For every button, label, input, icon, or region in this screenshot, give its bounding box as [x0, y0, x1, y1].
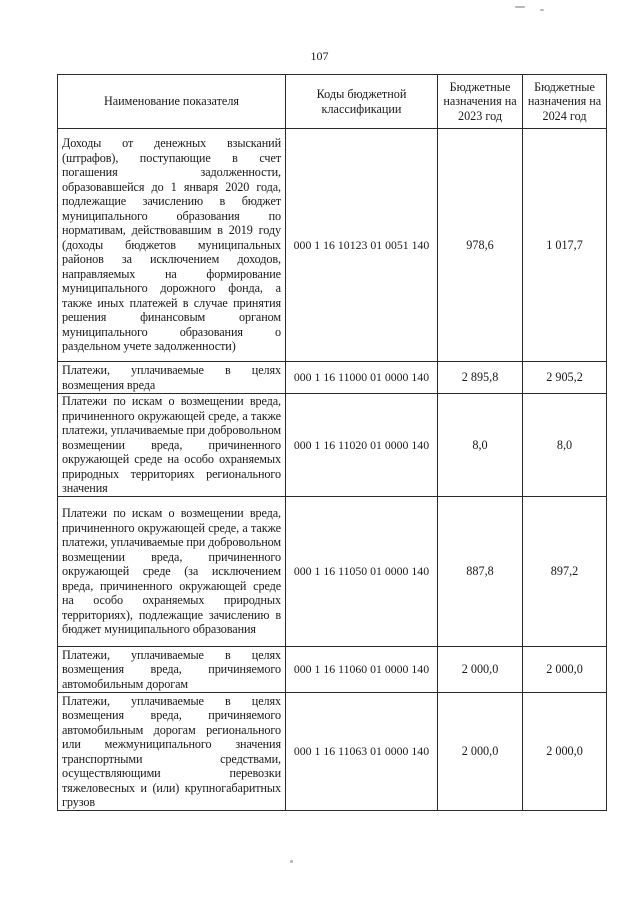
indicator-name: Платежи, уплачиваемые в целях возмещения вреда: [58, 362, 286, 394]
page-number: 107: [310, 49, 329, 63]
amount-2024: 2 000,0: [523, 647, 607, 693]
amount-2023: 887,8: [438, 497, 523, 647]
table-row: [58, 693, 607, 811]
scan-speck: [515, 6, 525, 8]
budget-code: 000 1 16 11050 01 0000 140: [286, 497, 438, 647]
indicator-name: Платежи по искам о возмещении вреда, причиненного окружающей среде, а также платежи, уплачиваемые при добровольном возмещении вреда, причиненного окружающей среде на особо охраняемых природных территориях регионального значения: [58, 394, 286, 497]
budget-code: 000 1 16 11020 01 0000 140: [286, 394, 438, 497]
amount-2024: 2 000,0: [523, 693, 607, 811]
amount-2023: 8,0: [438, 394, 523, 497]
indicator-name: Платежи, уплачиваемые в целях возмещения вреда, причиняемого автомобильным дорогам: [58, 647, 286, 693]
amount-2024: 897,2: [523, 497, 607, 647]
budget-table: [57, 74, 607, 811]
header-budget-2023: Бюджетные назначения на 2023 год: [438, 75, 523, 129]
indicator-name: Доходы от денежных взысканий (штрафов), поступающие в счет погашения задолженности, образовавшейся до 1 января 2020 года, подлежащие зачислению в бюджет муниципального образования по нормативам, действовавшим в 2019 году (доходы бюджетов муниципальных районов за исключением доходов, направляемых на формирование муниципального дорожного фонда, а также иных платежей в случае принятия решения финансовым органом муниципального образования о раздельном учете задолженности): [58, 129, 286, 362]
amount-2024: 1 017,7: [523, 129, 607, 362]
header-budget-2024: Бюджетные назначения на 2024 год: [523, 75, 607, 129]
header-budget-code: Коды бюджетной классификации: [286, 75, 438, 129]
scan-speck: [540, 9, 544, 11]
table-row: [58, 394, 607, 497]
header-indicator-name: Наименование показателя: [58, 75, 286, 129]
amount-2023: 2 895,8: [438, 362, 523, 394]
budget-code: 000 1 16 11063 01 0000 140: [286, 693, 438, 811]
amount-2023: 2 000,0: [438, 647, 523, 693]
amount-2024: 8,0: [523, 394, 607, 497]
amount-2024: 2 905,2: [523, 362, 607, 394]
table-row: [58, 129, 607, 362]
table-row: [58, 647, 607, 693]
table-row: [58, 362, 607, 394]
indicator-name: Платежи, уплачиваемые в целях возмещения вреда, причиняемого автомобильным дорогам регионального или межмуниципального значения транспортными средствами, осуществляющими перевозки тяжеловесных и (или) крупногабаритных грузов: [58, 693, 286, 811]
budget-code: 000 1 16 11000 01 0000 140: [286, 362, 438, 394]
scan-speck: [290, 860, 293, 863]
table-header-row: [58, 75, 607, 129]
table-row: [58, 497, 607, 647]
amount-2023: 2 000,0: [438, 693, 523, 811]
budget-code: 000 1 16 10123 01 0051 140: [286, 129, 438, 362]
budget-code: 000 1 16 11060 01 0000 140: [286, 647, 438, 693]
amount-2023: 978,6: [438, 129, 523, 362]
indicator-name: Платежи по искам о возмещении вреда, причиненного окружающей среде, а также платежи, уплачиваемые при добровольном возмещении вреда, причиненного окружающей среде (за исключением вреда, причиненного окружающей среде на особо охраняемых природных территориях), подлежащие зачислению в бюджет муниципального образования: [58, 497, 286, 647]
